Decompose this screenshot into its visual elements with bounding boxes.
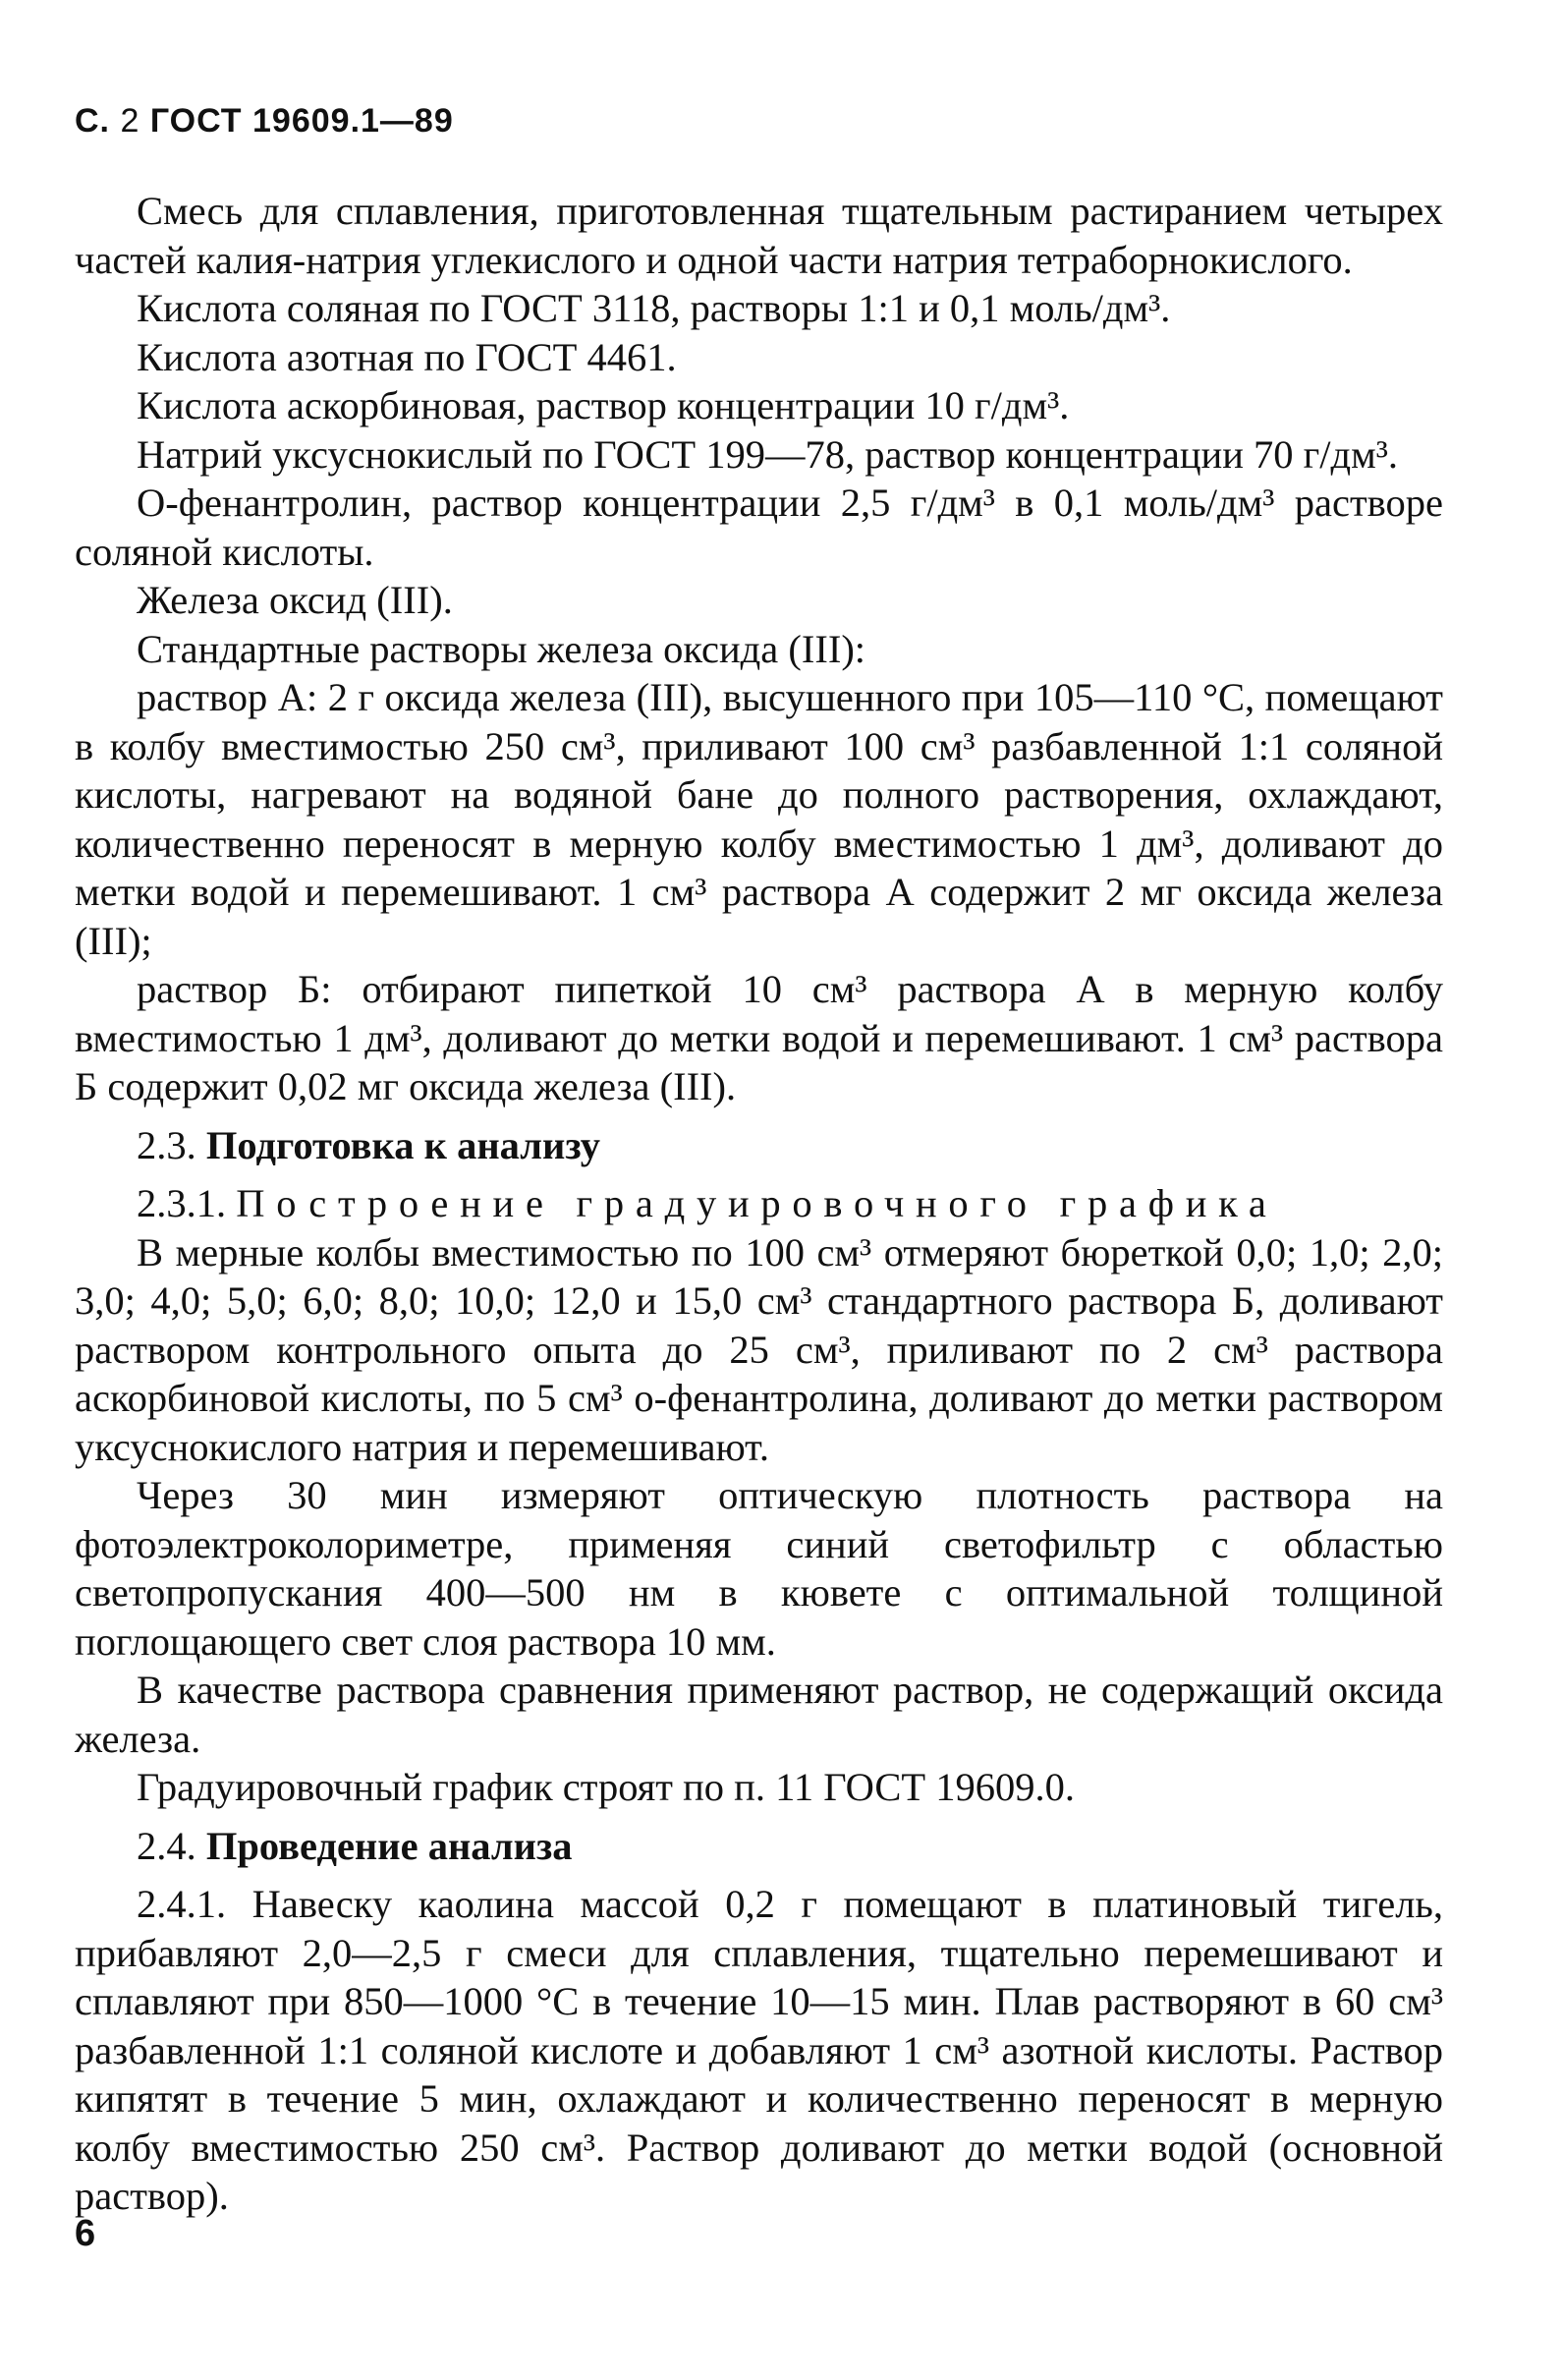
paragraph-iron-oxide: Железа оксид (III).	[137, 578, 453, 622]
paragraph-2-4-1: 2.4.1. Навеску каолина массой 0,2 г помещают в платиновый тигель, прибавляют 2,0—2,5 г смеси для сплавления, тщательно перемешивают и сплавляют при 850—1000 °С в течение 10—15 мин. Плав растворяют в 60 см³ разбавленной 1:1 соляной кислоте и добавляют 1 см³ азотной кислоты. Раствор кипятят в течение 5 мин, охлаждают и количественно переносят в мерную колбу вместимостью 250 см³. Раствор доливают до метки водой (основной раствор).	[75, 1882, 1443, 2218]
paragraph-phenanthroline: О-фенантролин, раствор концентрации 2,5 г/дм³ в 0,1 моль/дм³ растворе соляной кислоты.	[75, 481, 1443, 574]
paragraph-nitric-acid: Кислота азотная по ГОСТ 4461.	[137, 334, 677, 379]
paragraph-calibration-procedure: В мерные колбы вместимостью по 100 см³ отмеряют бюреткой 0,0; 1,0; 2,0; 3,0; 4,0; 5,0; 6,0; 8,0; 10,0; 12,0 и 15,0 см³ стандартного раствора Б, доливают раствором контрольного опыта до 25 см³, приливают по 2 см³ раствора аскорбиновой кислоты, по 5 см³ о-фенантролина, доливают до метки раствором уксуснокислого натрия и перемешивают.	[75, 1229, 1443, 1469]
header-page-number: 2	[120, 102, 140, 140]
paragraph-solution-b: раствор Б: отбирают пипеткой 10 см³ раствора А в мерную колбу вместимостью 1 дм³, доливают до метки водой и перемешивают. 1 см³ раствора Б содержит 0,02 мг оксида железа (III).	[75, 967, 1443, 1108]
section-heading-2-3-1	[75, 1179, 1443, 1228]
page-header	[75, 102, 454, 141]
paragraph-calibration-graph: Градуировочный график строят по п. 11 ГОСТ 19609.0.	[137, 1765, 1075, 1809]
paragraph-hydrochloric-acid: Кислота соляная по ГОСТ 3118, растворы 1:1 и 0,1 моль/дм³.	[137, 286, 1171, 330]
section-title-2-4: Проведение анализа	[205, 1823, 573, 1868]
document-body	[75, 187, 1443, 2221]
header-page-prefix: С.	[75, 102, 110, 140]
paragraph-ascorbic-acid: Кислота аскорбиновая, раствор концентрации 10 г/дм³.	[137, 383, 1070, 427]
section-number-2-3-1: 2.3.1.	[137, 1181, 227, 1225]
section-title-2-3-1: Построение градуировочного графика	[236, 1181, 1278, 1225]
section-title-2-3: Подготовка к анализу	[205, 1122, 600, 1167]
header-standard: ГОСТ 19609.1—89	[149, 102, 454, 140]
paragraph-reference-solution: В качестве раствора сравнения применяют раствор, не содержащий оксида железа.	[75, 1668, 1443, 1761]
paragraph-fusion-mixture: Смесь для сплавления, приготовленная тщательным растиранием четырех частей калия-натрия углекислого и одной части натрия тетраборнокислого.	[75, 189, 1443, 282]
section-number-2-3: 2.3.	[137, 1122, 196, 1167]
section-heading-2-3	[75, 1121, 1443, 1170]
page-number-footer: 6	[75, 2213, 96, 2254]
paragraph-optical-density: Через 30 мин измеряют оптическую плотность раствора на фотоэлектроколориметре, применяя синий светофильтр с областью светопропускания 400—500 нм в кювете с оптимальной толщиной поглощающего свет слоя раствора 10 мм.	[75, 1473, 1443, 1664]
section-number-2-4: 2.4.	[137, 1823, 196, 1868]
paragraph-solution-a: раствор А: 2 г оксида железа (III), высушенного при 105—110 °С, помещают в колбу вместимостью 250 см³, приливают 100 см³ разбавленной 1:1 соляной кислоты, нагревают на водяной бане до полного растворения, охлаждают, количественно переносят в мерную колбу вместимостью 1 дм³, доливают до метки водой и перемешивают. 1 см³ раствора А содержит 2 мг оксида железа (III);	[75, 675, 1443, 963]
section-heading-2-4	[75, 1822, 1443, 1871]
paragraph-sodium-acetate: Натрий уксуснокислый по ГОСТ 199—78, раствор концентрации 70 г/дм³.	[137, 431, 1399, 477]
paragraph-standard-solutions: Стандартные растворы железа оксида (III):	[137, 626, 866, 671]
